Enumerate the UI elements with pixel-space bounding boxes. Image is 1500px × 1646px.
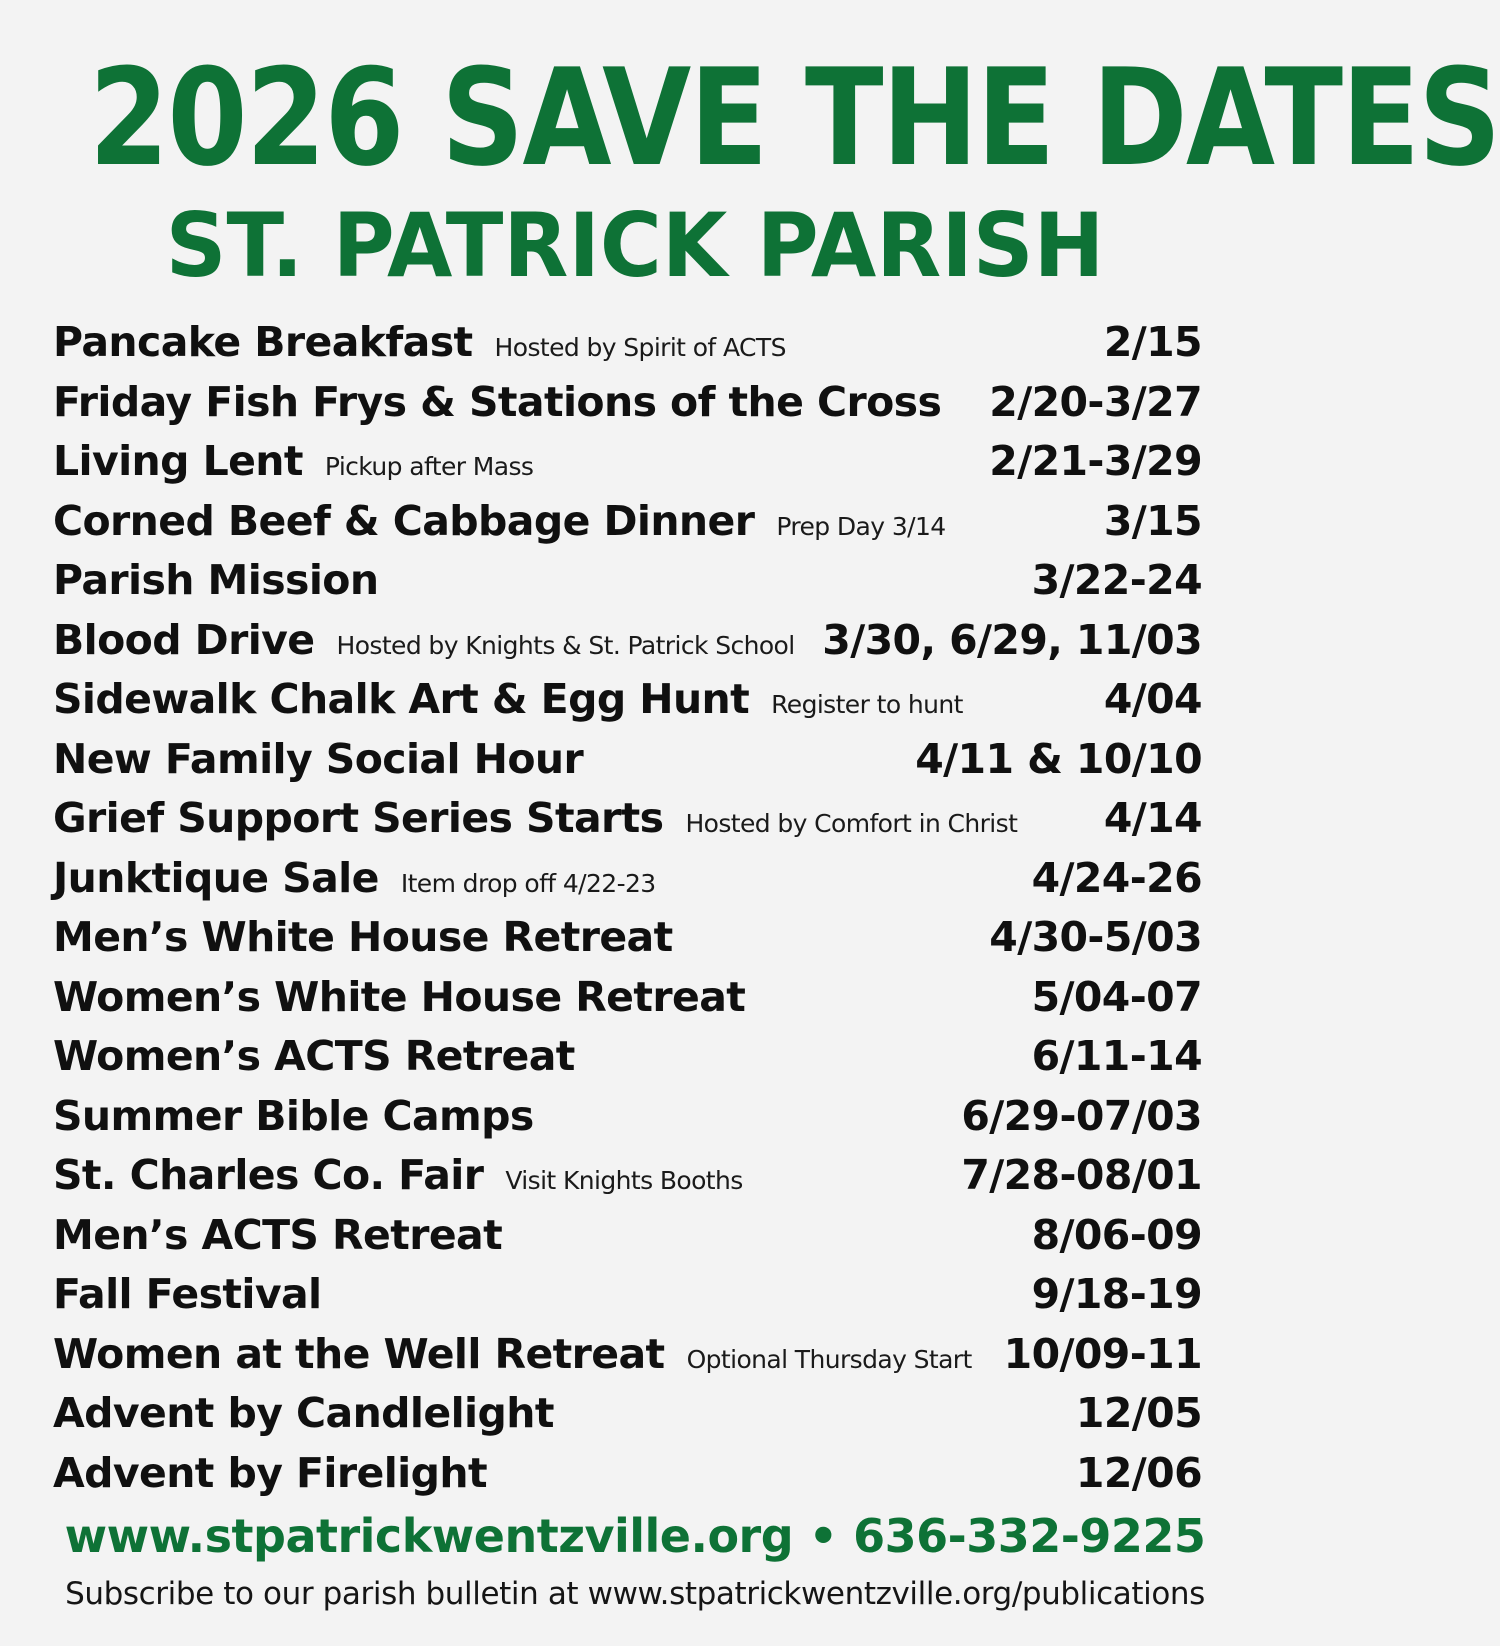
event-date: 6/11-14 <box>1031 1032 1202 1080</box>
event-note: Optional Thursday Start <box>686 1344 972 1374</box>
event-name: Blood Drive <box>53 615 315 664</box>
event-note: Item drop off 4/22-23 <box>400 868 656 898</box>
list-item <box>53 611 1202 671</box>
list-item <box>53 670 1202 730</box>
event-date: 5/04-07 <box>1031 972 1202 1021</box>
event-name: Women at the Well Retreat <box>53 1329 665 1378</box>
event-name: Sidewalk Chalk Art & Egg Hunt <box>53 675 750 723</box>
event-note: Hosted by Knights & St. Patrick School <box>336 630 795 660</box>
event-name: Corned Beef & Cabbage Dinner <box>53 496 755 545</box>
event-date: 12/05 <box>1075 1389 1202 1437</box>
event-date: 4/11 & 10/10 <box>915 734 1202 783</box>
event-name: New Family Social Hour <box>53 734 584 783</box>
event-date: 4/24-26 <box>1031 853 1202 902</box>
event-note: Hosted by Comfort in Christ <box>685 809 1018 838</box>
event-name: Fall Festival <box>53 1270 322 1318</box>
event-note: Register to hunt <box>771 690 963 719</box>
event-name: Women’s White House Retreat <box>53 972 746 1021</box>
event-name: Pancake Breakfast <box>53 318 473 366</box>
event-date: 4/04 <box>1103 675 1202 723</box>
list-item <box>53 849 1202 909</box>
events-list <box>53 313 1202 1503</box>
event-date: 7/28-08/01 <box>961 1151 1202 1199</box>
list-item <box>53 1087 1202 1147</box>
list-item <box>53 492 1202 552</box>
event-date: 9/18-19 <box>1031 1270 1202 1318</box>
event-name: Junktique Sale <box>53 853 379 902</box>
list-item <box>53 1146 1202 1206</box>
event-date: 2/21-3/29 <box>989 437 1202 485</box>
list-item <box>53 432 1202 492</box>
event-date: 3/15 <box>1103 496 1202 545</box>
event-name: Advent by Firelight <box>53 1448 487 1497</box>
event-date: 4/14 <box>1103 794 1202 842</box>
event-name: Living Lent <box>53 437 303 485</box>
parish-name: ST. PATRICK PARISH <box>165 194 1105 297</box>
event-date: 3/30, 6/29, 11/03 <box>822 615 1202 664</box>
list-item <box>53 551 1202 611</box>
event-date: 4/30-5/03 <box>989 913 1202 961</box>
event-note: Prep Day 3/14 <box>776 511 946 541</box>
event-note: Pickup after Mass <box>324 452 534 481</box>
subscribe-note: Subscribe to our parish bulletin at www.stpatrickwentzville.org/publications <box>65 1576 1205 1612</box>
list-item <box>53 1027 1202 1087</box>
list-item <box>53 1384 1202 1444</box>
page-title: 2026 SAVE THE DATES <box>88 40 1500 196</box>
list-item <box>53 908 1202 968</box>
event-date: 2/20-3/27 <box>989 377 1202 426</box>
event-name: Advent by Candlelight <box>53 1389 554 1437</box>
event-note: Hosted by Spirit of ACTS <box>494 333 786 362</box>
list-item <box>53 1325 1202 1385</box>
event-date: 12/06 <box>1075 1448 1202 1497</box>
event-date: 10/09-11 <box>1003 1329 1202 1378</box>
list-item <box>53 1444 1202 1504</box>
event-date: 8/06-09 <box>1031 1210 1202 1259</box>
list-item <box>53 1206 1202 1266</box>
event-date: 3/22-24 <box>1031 556 1202 604</box>
list-item <box>53 373 1202 433</box>
event-name: Men’s ACTS Retreat <box>53 1210 503 1259</box>
event-date: 2/15 <box>1103 318 1202 366</box>
event-date: 6/29-07/03 <box>961 1091 1202 1140</box>
event-name: Summer Bible Camps <box>53 1091 534 1140</box>
list-item <box>53 313 1202 373</box>
list-item <box>53 730 1202 790</box>
event-name: Men’s White House Retreat <box>53 913 673 961</box>
event-note: Visit Knights Booths <box>505 1166 743 1195</box>
list-item <box>53 1265 1202 1325</box>
list-item <box>53 789 1202 849</box>
list-item <box>53 968 1202 1028</box>
event-name: St. Charles Co. Fair <box>53 1151 484 1199</box>
event-name: Friday Fish Frys & Stations of the Cross <box>53 377 942 426</box>
event-name: Grief Support Series Starts <box>53 794 664 842</box>
website-phone: www.stpatrickwentzville.org • 636-332-9225 <box>64 1509 1206 1563</box>
event-name: Women’s ACTS Retreat <box>53 1032 575 1080</box>
event-name: Parish Mission <box>53 556 379 604</box>
